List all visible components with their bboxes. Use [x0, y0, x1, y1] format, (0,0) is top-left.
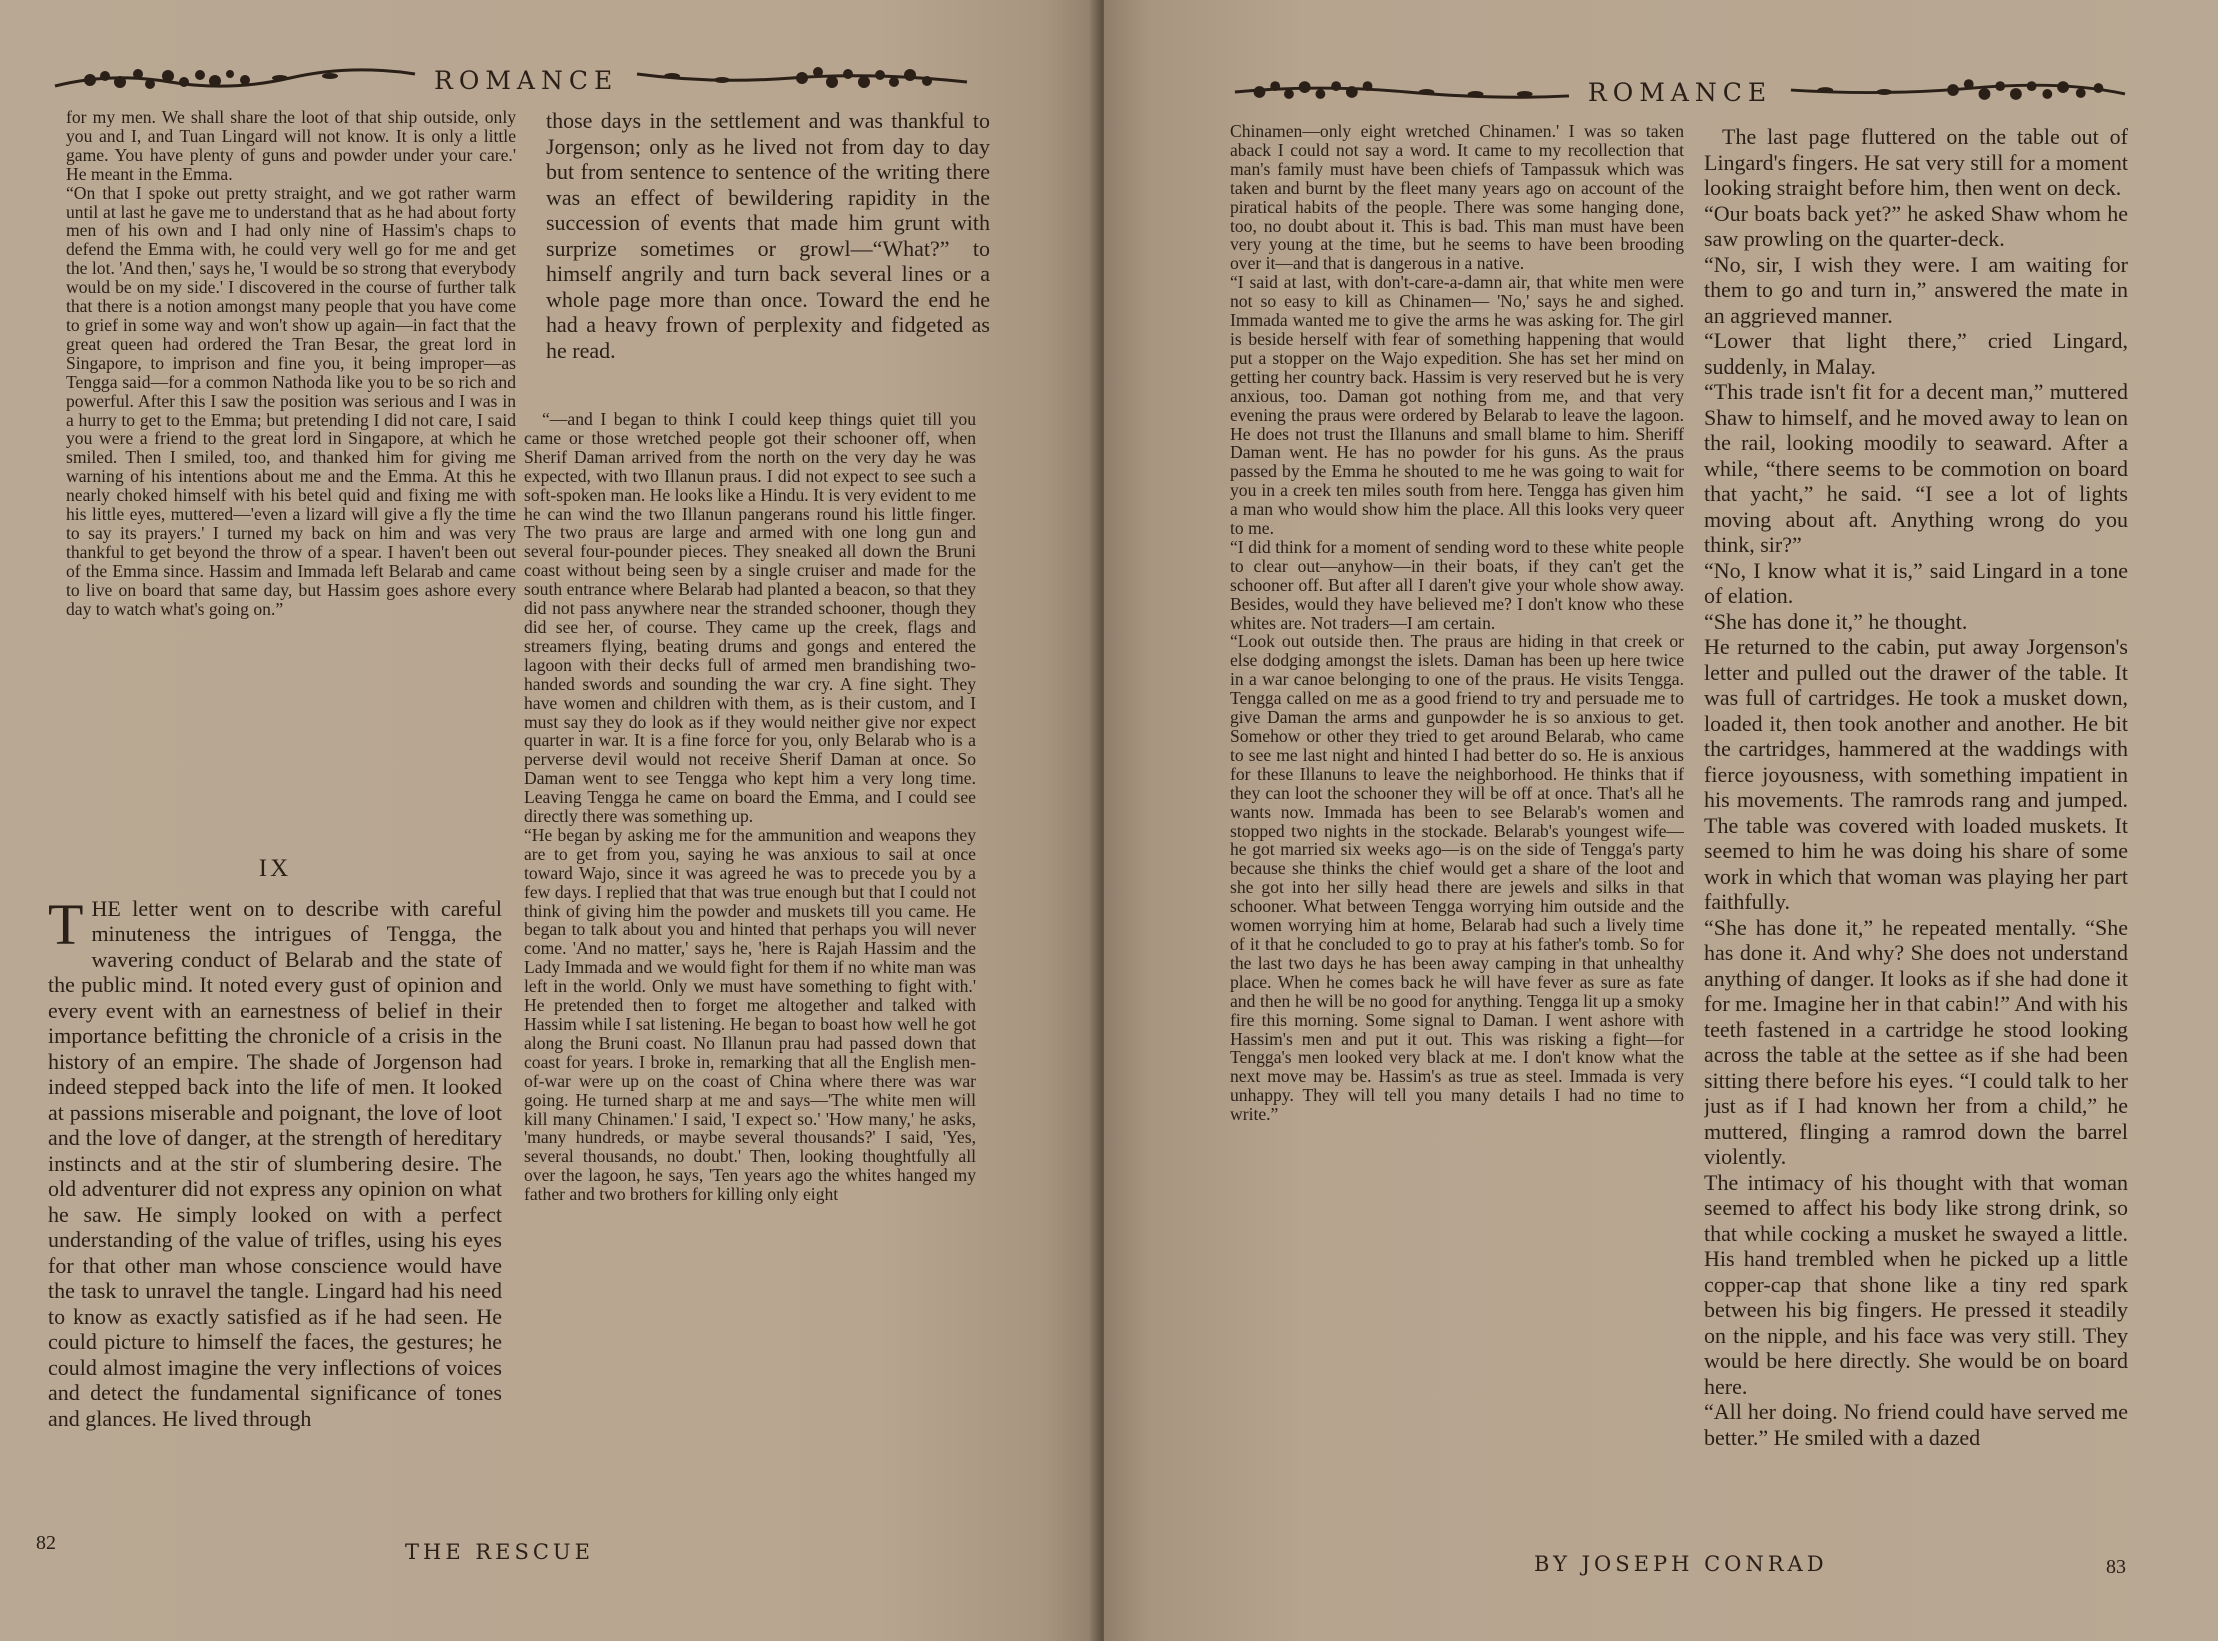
right-col2-text: The last page fluttered on the table out of Lingard's fingers. He sat very still for a moment looking straight before him, then went on deck. “Our boats back yet?” he asked Shaw whom he saw prowling on the quarter-deck. “No, sir, I wish they were. I am waiting for them to go and turn in,” answered the mate in an aggrieved manner. “Lower that light there,” cried Lingard, suddenly, in Malay. “This trade isn't fit for a decent man,” muttered Shaw to himself, and he moved away to lean on the rail, looking moodily to seaward. After a while, “there seems to be commotion on board that yacht,” he said. “I see a lot of lights moving about aft. Anything wrong do you think, sir?” “No, I know what it is,” said Lingard in a tone of elation. “She has done it,” he thought. He returned to the cabin, put away Jorgenson's letter and pulled out the drawer of the table. It was full of cartridges. He took a musket down, loaded it, then took another and another. He bit the cartridges, hammered at the waddings with fierce joyousness, with something impatient in his movements. The ramrods rang and jumped. The table was covered with loaded muskets. It seemed to him he was doing his share of some work in which that woman was playing her part faithfully. “She has done it,” he repeated mentally. “She has done it. And why? She does not understand anything of danger. It looks as if she had done it for me. Imagine her in that cabin!” And with his teeth fastened in a cartridge he stood looking across the table at the settee as if she had been sitting there before his eyes. “I could talk to her just as if I had known her from a child,” he muttered, flinging a ramrod down the barrel violently. The intimacy of his thought with that woman seemed to affect his body like strong drink, so that while cocking a musket he swayed a little. His hand trembled when he picked up a little copper-cap that shone like a tiny red spark between his big fingers. He pressed it steadily on the nipple, and his face was very still. They would be here directly. She would be on board here. “All her doing. No friend could have served me better.” He smiled with a dazed	[1704, 124, 2128, 1450]
right-footer-byline: BY JOSEPH CONRAD	[1534, 1552, 1828, 1576]
left-column-2-top	[546, 108, 990, 398]
left-running-head	[50, 52, 1000, 108]
left-column-2-bottom	[524, 410, 976, 1540]
vine-ornament-left-2	[632, 60, 972, 100]
chapter-opening-text: HE letter went on to describe with careful minuteness the intrigues of Tengga, the wavering conduct of Belarab and the state of the public mind. It noted every gust of opinion and every event with an earnestness of belief in their importance befitting the chronicle of a crisis in the history of an empire. The shade of Jorgenson had indeed stepped back into the life of men. It looked at passions miserable and poignant, the love of loot and the love of danger, at the strength of hereditary instincts and at the stir of slumbering desire. The old adventurer did not express any opinion on what he saw. He simply looked on with a perfect understanding of the value of trifles, using his eyes for that other man whose conscience would have the task to unravel the tangle. Lingard had his need to know as exactly satisfied as if he had seen. He could picture to himself the faces, the gestures; he could almost imagine the very inflections of voices and detect the fundamental significance of tones and glances. He lived through	[48, 895, 502, 1431]
right-column-2	[1704, 124, 2128, 1542]
vine-ornament-left-1	[50, 60, 420, 100]
vine-ornament-right-2	[1786, 72, 2130, 112]
vine-ornament-right-1	[1230, 72, 1574, 112]
right-page	[1104, 0, 2218, 1641]
left-column-1-top	[66, 108, 516, 836]
right-col1-letter-text: Chinamen—only eight wretched Chinamen.' I was so taken aback I could not say a word. It came to my recollection that man's family must have been chiefs of Tampassuk which was taken and burnt by the fleet many years ago on account of the piratical habits of the people. There was some hanging done, too, no doubt about it. This is bad. This man must have been very young at the time, but he seems to have been brooding over it—and that is dangerous in a native. “I said at last, with don't-care-a-damn air, that white men were not so easy to kill as Chinamen— 'No,' says he and sighed. Immada wanted me to give the arms he was asking for. The girl is beside herself with fear of something happening that would put a stopper on the Wajo expedition. She has set her mind on getting her country back. Hassim is very reserved but he is very anxious, too. Daman got nothing from me, and that very evening the praus were ordered by Belarab to leave the lagoon. He does not trust the Illanuns and small blame to him. Sheriff Daman went. He has no powder for his guns. As the praus passed by the Emma he shouted to me he was going to wait for you in a creek ten miles south from here. Tengga has given him a man who would show him the place. All this looks very queer to me. “I did think for a moment of sending word to these white people to clear out—anyhow—in their boats, if they can't get the schooner off. But after all I daren't give your whole show away. Besides, would they have believed me? I don't know who these whites are. Not traders—I am certain. “Look out outside then. The praus are hiding in that creek or else dodging amongst the islets. Daman has been up here twice in a war canoe belonging to one of the praus. He visits Tengga. Tengga called on me as a good friend to try and persuade me to give Daman the arms and gunpowder he is so anxious to get. Somehow or other they tried to get around Belarab, who came to see me last night and hinted I had better do so. He is anxious for these Illanuns to leave the neighborhood. He thinks that if they can loot the schooner they will be off at once. That's all he wants now. Immada has been to see Belarab's women and stopped two nights in the stockade. Belarab's youngest wife—he got married six weeks ago—is on the side of Tengga's party because she thinks the chief would get a share of the loot and she got into her silly head there are jewels and silks in that schooner. What between Tengga worrying him outside and the women worrying him at home, Belarab had such a lively time of it that he concluded to go to pray at his father's tomb. So for the last two days he has been away camping in that unhealthy place. When he comes back he will have fever as sure as fate and then he will be no good for anything. Tengga lit up a smoky fire this morning. Some signal to Daman. I went ashore with Hassim's men and put it out. This was risking a fight—for Tengga's men looked very black at me. I don't know what the next move may be. Hassim's as true as steel. Immada is very unhappy. They will tell you many details I had no time to write.”	[1230, 122, 1684, 1125]
left-col1-text: for my men. We shall share the loot of that ship outside, only you and I, and Tuan Lingard will not know. It is only a little game. You have plenty of guns and powder under your care.' He meant in the Emma. “On that I spoke out pretty straight, and we got rather warm until at last he gave me to understand that as he had about forty men of his own and I had only nine of Hassim's chaps to defend the Emma with, he could very well go for me and get the lot. 'And then,' says he, 'I would be so strong that everybody would be on my side.' I discovered in the course of further talk that there is a notion amongst many people that you have come to grief in some way and won't show up again—in fact that the great queen had ordered the Tran Besar, the great lord in Singapore, to imprison and fine you, it being improper—as Tengga said—for a common Nathoda like you to be so rich and powerful. After this I saw the position was serious and I was in a hurry to get to the Emma; but pretending I did not care, I said you were a friend to the great lord in Singapore, at which he smiled. Then I smiled, too, and thanked him for giving me warning of his intentions about me and the Emma. At this he nearly choked himself with his betel quid and fixing me with his little eyes, muttered—'even a lizard will give a fly the time to say its prayers.' I turned my back on him and was very thankful to get beyond the throw of a spear. I haven't been out of the Emma since. Hassim and Immada left Belarab and came to live on board that same day, but Hassim goes ashore every day to watch what's going on.”	[66, 108, 516, 619]
left-page	[0, 0, 1098, 1641]
chapter-number: IX	[258, 855, 292, 882]
left-page-number: 82	[36, 1532, 56, 1554]
left-col2-top-text: those days in the settlement and was thankful to Jorgenson; only as he lived not from day to day but from sentence to sentence of the writing there was an effect of bewildering rapidity in the succession of events that made him grunt with surprize sometimes or growl—“What?” to himself angrily and turn back several lines or a whole page more than once. Toward the end he had a heavy frown of perplexity and fidgeted as he read.	[546, 108, 990, 363]
chapter-opening-paragraph	[48, 891, 502, 1432]
left-running-head-title: ROMANCE	[434, 65, 619, 95]
left-column-1-bottom	[48, 830, 502, 1540]
right-column-1	[1230, 122, 1684, 1542]
left-footer-title: THE RESCUE	[405, 1540, 594, 1564]
right-running-head-title: ROMANCE	[1587, 77, 1773, 107]
drop-cap: T	[48, 891, 84, 957]
right-running-head	[1230, 64, 2130, 120]
right-page-number: 83	[2106, 1556, 2126, 1578]
left-col2-letter-text: “—and I began to think I could keep things quiet till you came or those wretched people got their schooner off, when Sherif Daman arrived from the north on the very day he was expected, with two Illanun praus. I did not expect to see such a soft-spoken man. He looks like a Hindu. It is very evident to me he can wind the two Illanun pangerans round his little finger. The two praus are large and armed with one long gun and several four-pounder pieces. They sneaked all down the Bruni coast without being seen by a single cruiser and made for the south entrance where Belarab had planted a beacon, so that they did not pass anywhere near the stranded schooner, though they did see her, of course. They came up the creek, flags and streamers flying, beating drums and gongs and entered the lagoon with their decks full of armed men brandishing two-handed swords and sounding the war cry. A fine sight. They have women and children with them, as is their custom, and I must say they do look as if they would neither give nor expect quarter in war. It is a fine force for you, only Belarab who is a perverse devil would not receive Sherif Daman at once. So Daman went to see Tengga who kept him a very long time. Leaving Tengga he came on board the Emma, and I could see directly there was something up. “He began by asking me for the ammunition and weapons they are to get from you, saying he was anxious to sail at once toward Wajo, since it was agreed he was to precede you by a few days. I replied that that was true enough but that I could not think of giving him the powder and muskets till you came. He began to talk about you and hinted that perhaps you will never come. 'And no matter,' says he, 'here is Rajah Hassim and the Lady Immada and we would fight for them if no white man was left in the world. Only we must have something to fight with.' He pretended then to forget me altogether and talked with Hassim while I sat listening. He began to boast how well he got along the Bruni coast. No Illanun prau had passed down that coast for years. I broke in, remarking that all the English men-of-war were up on the coast of China where there was war going. He turned sharp at me and says—'The white men will kill many Chinamen.' I said, 'I expect so.' 'How many,' he asks, 'many hundreds, or maybe several thousands?' I said, 'Yes, several thousands, no doubt.' Then, looking thoughtfully all over the lagoon, he says, 'Ten years ago the whites hanged my father and two brothers for killing only eight	[524, 410, 976, 1205]
